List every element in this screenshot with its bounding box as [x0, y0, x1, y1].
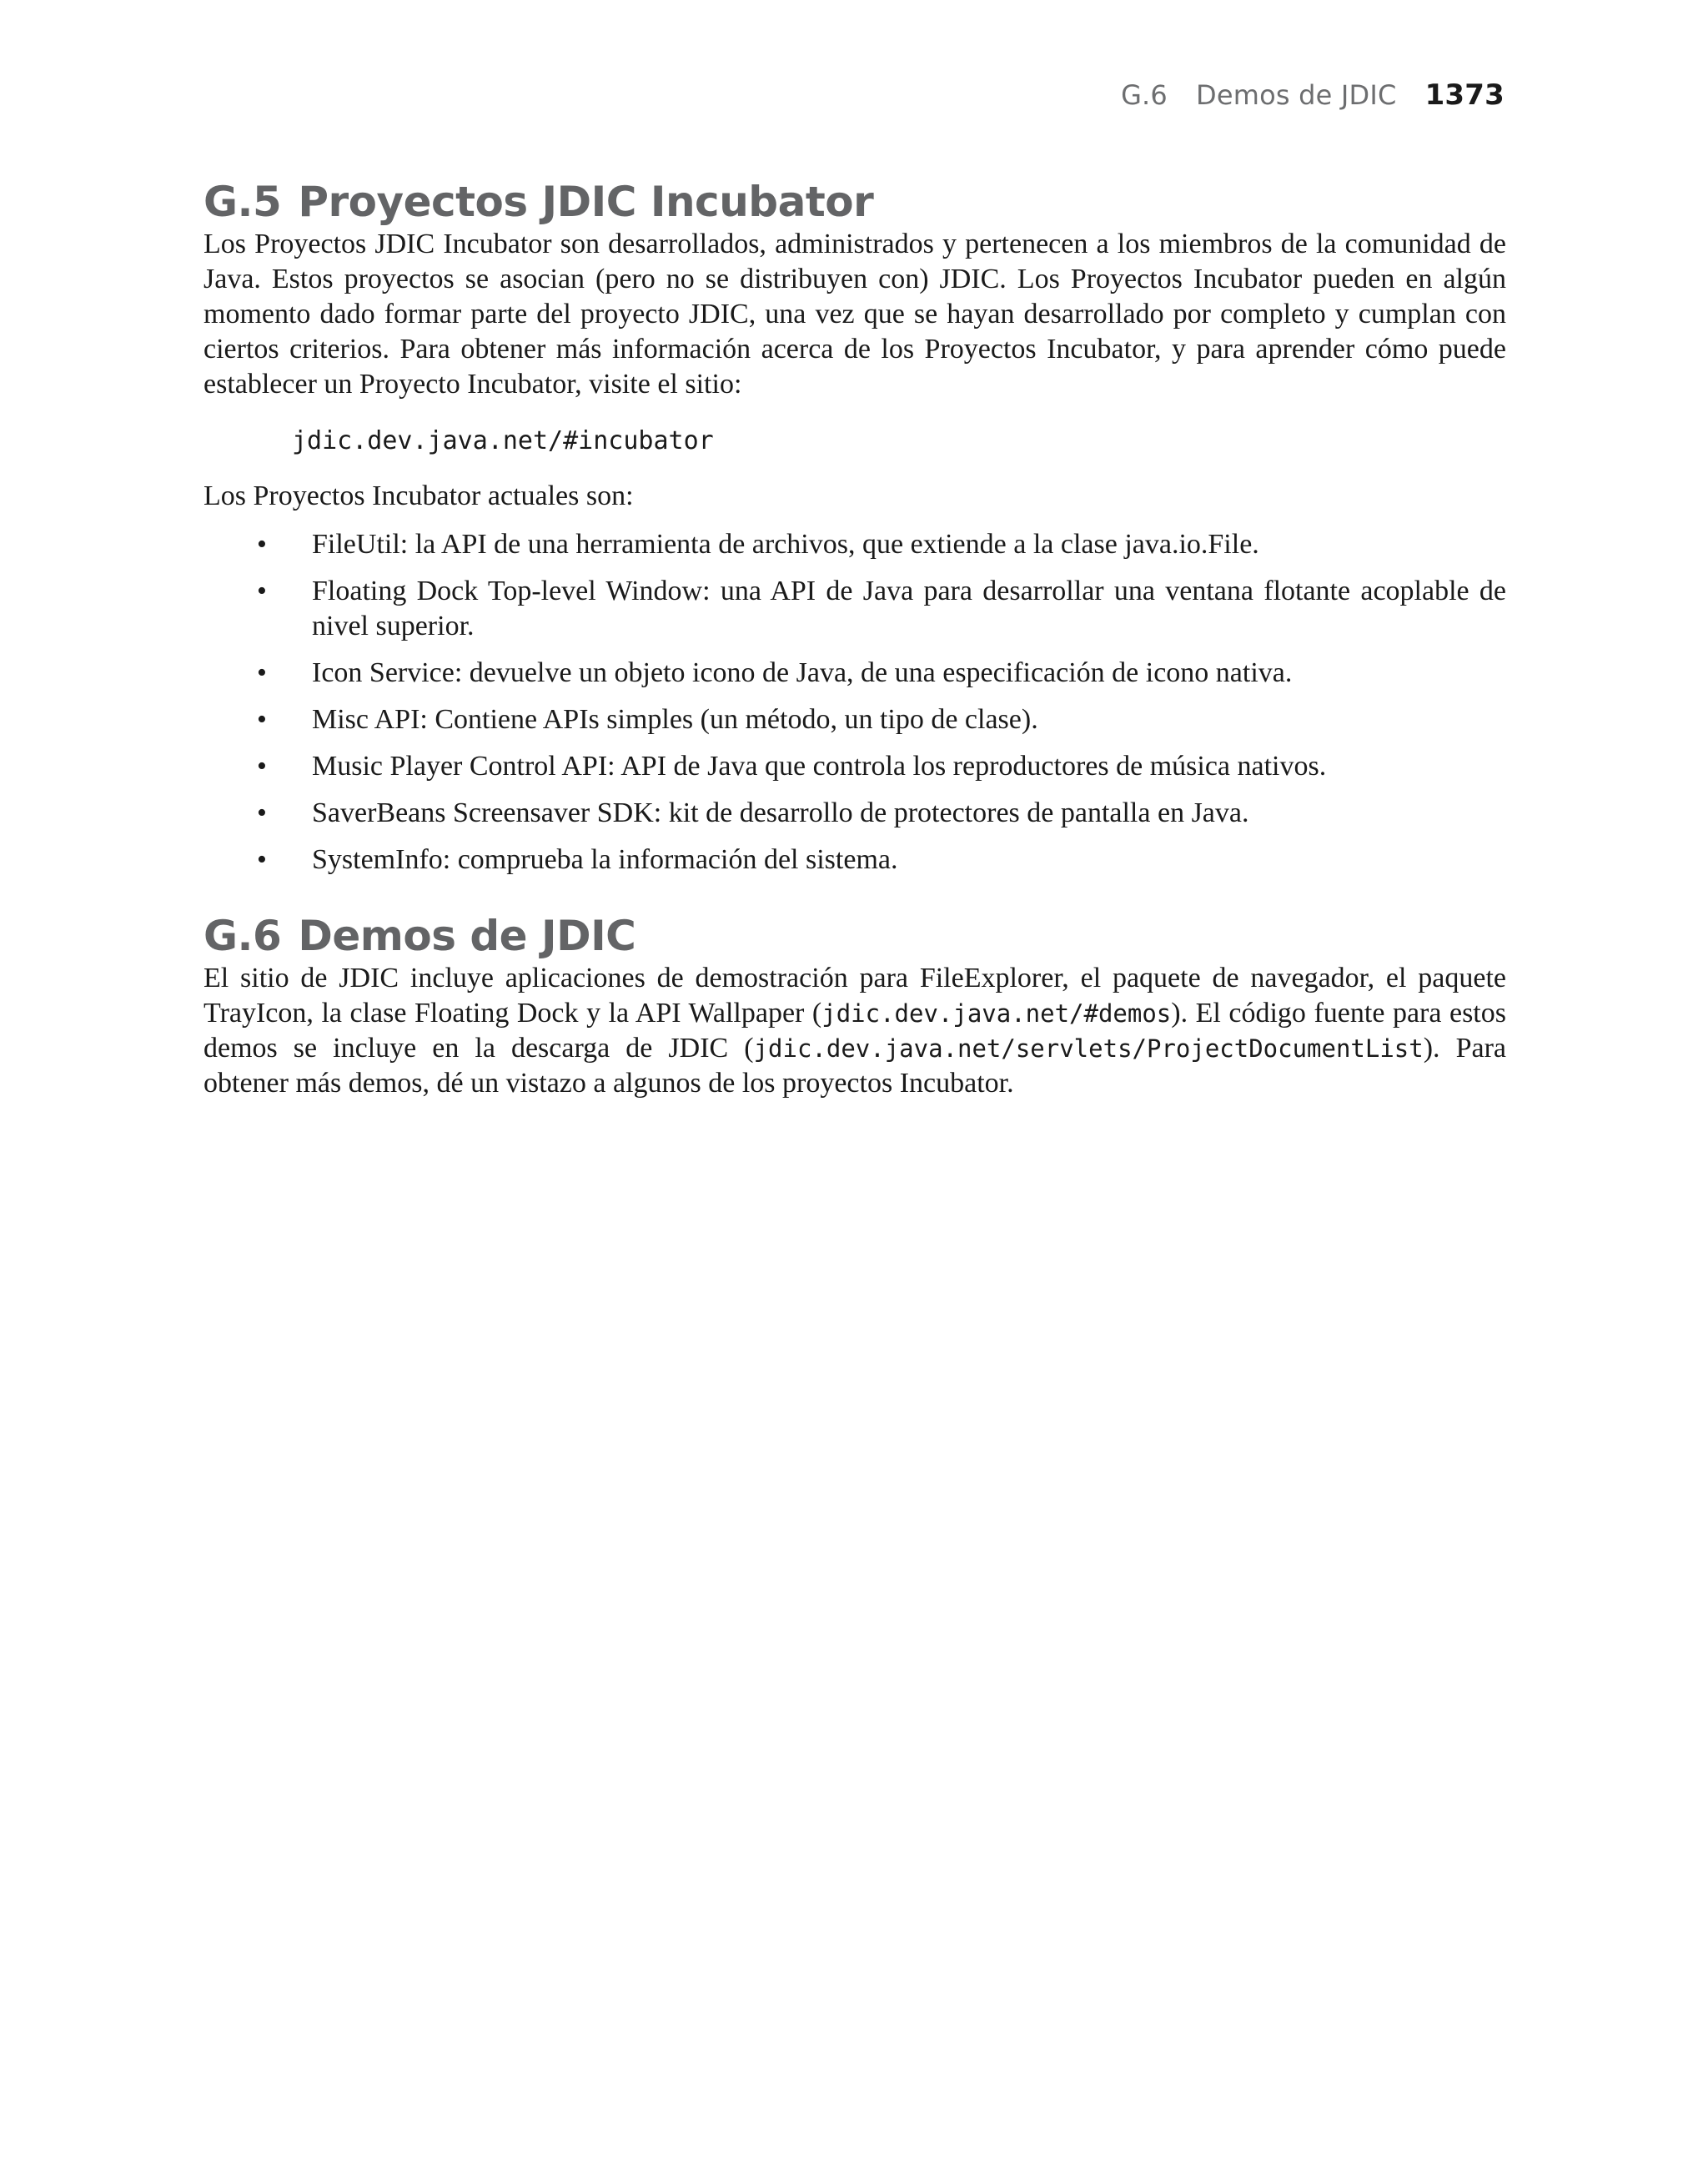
bullet-marker: • [257, 704, 267, 735]
list-item [203, 702, 1506, 737]
bullet-marker: • [257, 529, 267, 560]
section-g5-heading [203, 177, 1506, 227]
list-item-text: Misc API: Contiene APIs simples (un método, un tipo de clase). [312, 704, 1038, 735]
running-head [1121, 78, 1505, 112]
section-g6-paragraph [203, 961, 1506, 1101]
list-item [203, 574, 1506, 644]
project-document-list-url: jdic.dev.java.net/servlets/ProjectDocumentList [753, 1034, 1424, 1063]
section-g6-heading [203, 911, 1506, 961]
list-item [203, 796, 1506, 831]
list-item [203, 749, 1506, 784]
list-item [203, 527, 1506, 562]
demos-url: jdic.dev.java.net/#demos [821, 999, 1172, 1028]
section-g5-paragraph: Los Proyectos JDIC Incubator son desarrollados, administrados y pertenecen a los miembros de la comunidad de Java. Estos proyectos se asocian (pero no se distribuyen con) JDIC. Los Proyectos Incubator pueden en algún momento dado formar parte del proyecto JDIC, una vez que se hayan desarrollado por completo y cumplan con ciertos criterios. Para obtener más información acerca de los Proyectos Incubator, y para aprender cómo puede establecer un Proyecto Incubator, visite el sitio: [203, 229, 1506, 400]
paragraph-text: ). El código fuente para estos demos se incluye en la descarga de JDIC ( [203, 998, 1506, 1064]
bullet-marker: • [257, 751, 267, 782]
section-g6-number: G.6 [203, 912, 282, 960]
page-body [203, 177, 1506, 1101]
section-g6 [203, 911, 1506, 1101]
bullet-marker: • [257, 576, 267, 606]
bullet-marker: • [257, 844, 267, 875]
section-g5-title: Proyectos JDIC Incubator [298, 178, 874, 226]
paragraph-text: El sitio de JDIC incluye aplicaciones de demostración para FileExplorer, el paquete de navegador, el paquete TrayIcon, la clase Floating Dock y la API Wallpaper ( [203, 963, 1506, 1029]
list-item-text: Music Player Control API: API de Java que controla los reproductores de música nativos. [312, 751, 1327, 782]
list-item-text: Floating Dock Top-level Window: una API de Java para desarrollar una ventana flotante acoplable de nivel superior. [312, 576, 1506, 641]
list-item-text: SaverBeans Screensaver SDK: kit de desarrollo de protectores de pantalla en Java. [312, 797, 1249, 828]
bullet-marker: • [257, 657, 267, 688]
list-item-text: SystemInfo: comprueba la información del sistema. [312, 844, 898, 875]
list-item-text: FileUtil: la API de una herramienta de archivos, que extiende a la clase java.io.File. [312, 529, 1259, 560]
list-item [203, 656, 1506, 691]
section-g5-number: G.5 [203, 178, 282, 226]
incubator-url: jdic.dev.java.net/#incubator [292, 426, 714, 455]
page-number: 1373 [1424, 78, 1505, 112]
paragraph-text: ). Para obtener más demos, dé un vistazo a algunos de los proyectos Incubator. [203, 1033, 1506, 1099]
section-g5 [203, 177, 1506, 878]
running-head-section: G.6 [1121, 79, 1168, 111]
section-g6-title: Demos de JDIC [298, 912, 636, 960]
list-intro: Los Proyectos Incubator actuales son: [203, 480, 634, 511]
list-item [203, 843, 1506, 878]
incubator-project-list [203, 527, 1506, 878]
list-item-text: Icon Service: devuelve un objeto icono de Java, de una especificación de icono nativa. [312, 657, 1293, 688]
bullet-marker: • [257, 797, 267, 828]
running-head-title: Demos de JDIC [1196, 79, 1397, 111]
